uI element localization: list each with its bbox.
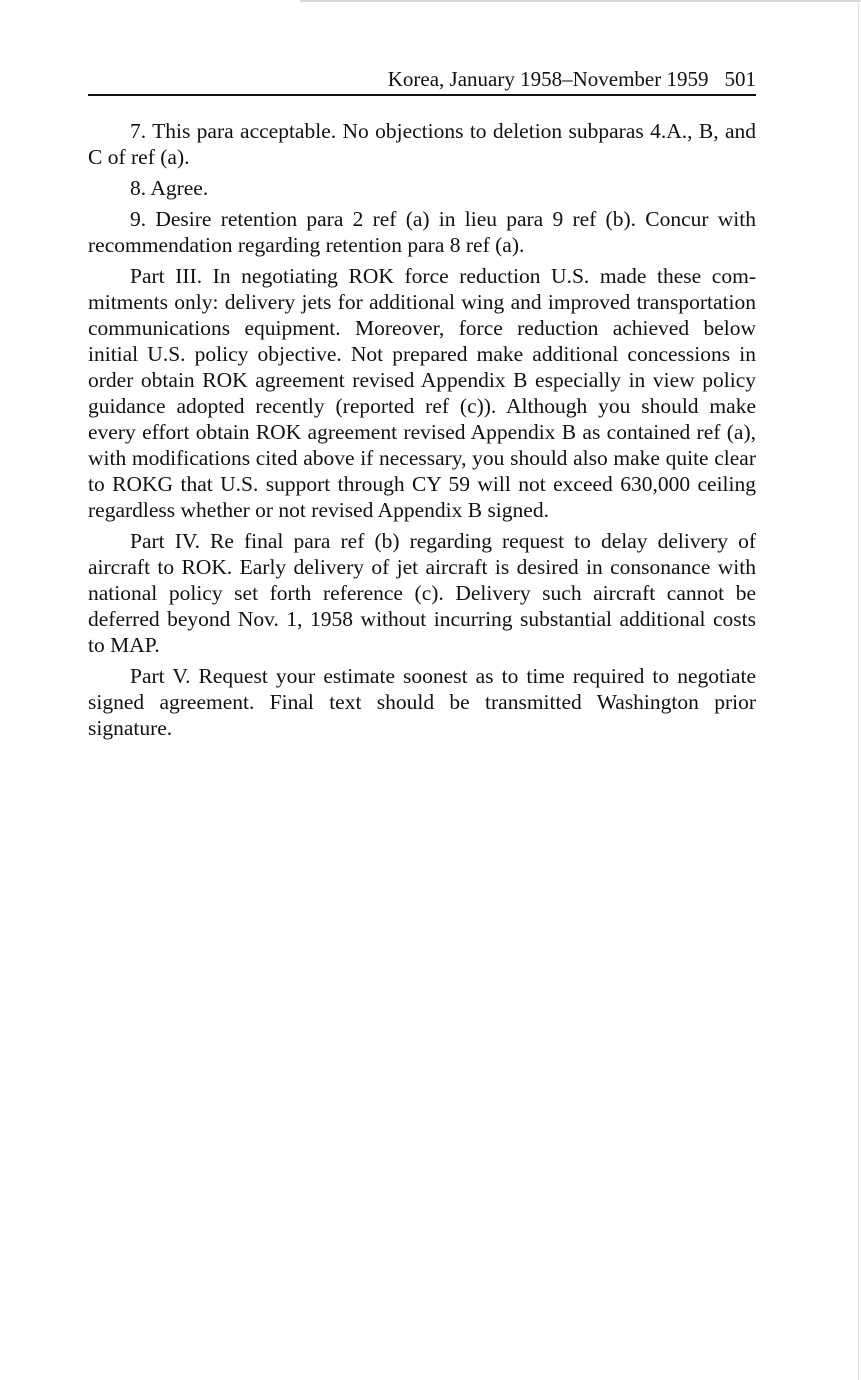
paragraph-part-v: Part V. Request your estimate soonest as to time required to negotiate signed agreement. Final text should be transmitted Washington prior signature. [88,664,756,740]
paragraph-part-iv: Part IV. Re final para ref (b) regarding request to delay delivery of aircraft to ROK. Early delivery of jet aircraft is desired in consonance with national policy set forth reference (c). Delivery such aircraft cannot be deferred beyond Nov. 1, 1958 without incurring substantial additional costs to MAP. [88,529,756,657]
running-title: Korea, January 1958–November 1959 [387,67,709,91]
running-header [88,64,756,96]
document-body [88,118,756,746]
page-number: 501 [724,67,756,91]
scan-edge-top [300,0,861,2]
scan-edge-right [858,0,859,1380]
paragraph-part-iii: Part III. In negotiating ROK force reduction U.S. made these commitments only: delivery jets for additional wing and improved transportation communications equipment. Moreover, force reduction achieved below initial U.S. policy objective. Not prepared make additional concessions in order obtain ROK agreement revised Appendix B especially in view policy guidance adopted recently (reported ref (c)). Although you should make every effort obtain ROK agreement revised Appendix B as contained ref (a), with modifications cited above if necessary, you should also make quite clear to ROKG that U.S. support through CY 59 will not exceed 630,000 ceiling regardless whether or not revised Appendix B signed. [88,264,756,522]
paragraph-9: 9. Desire retention para 2 ref (a) in lieu para 9 ref (b). Concur with recommendation regarding retention para 8 ref (a). [88,207,756,257]
paragraph-7: 7. This para acceptable. No objections to deletion subparas 4.A., B, and C of ref (a). [88,119,756,169]
paragraph-8: 8. Agree. [130,176,209,200]
